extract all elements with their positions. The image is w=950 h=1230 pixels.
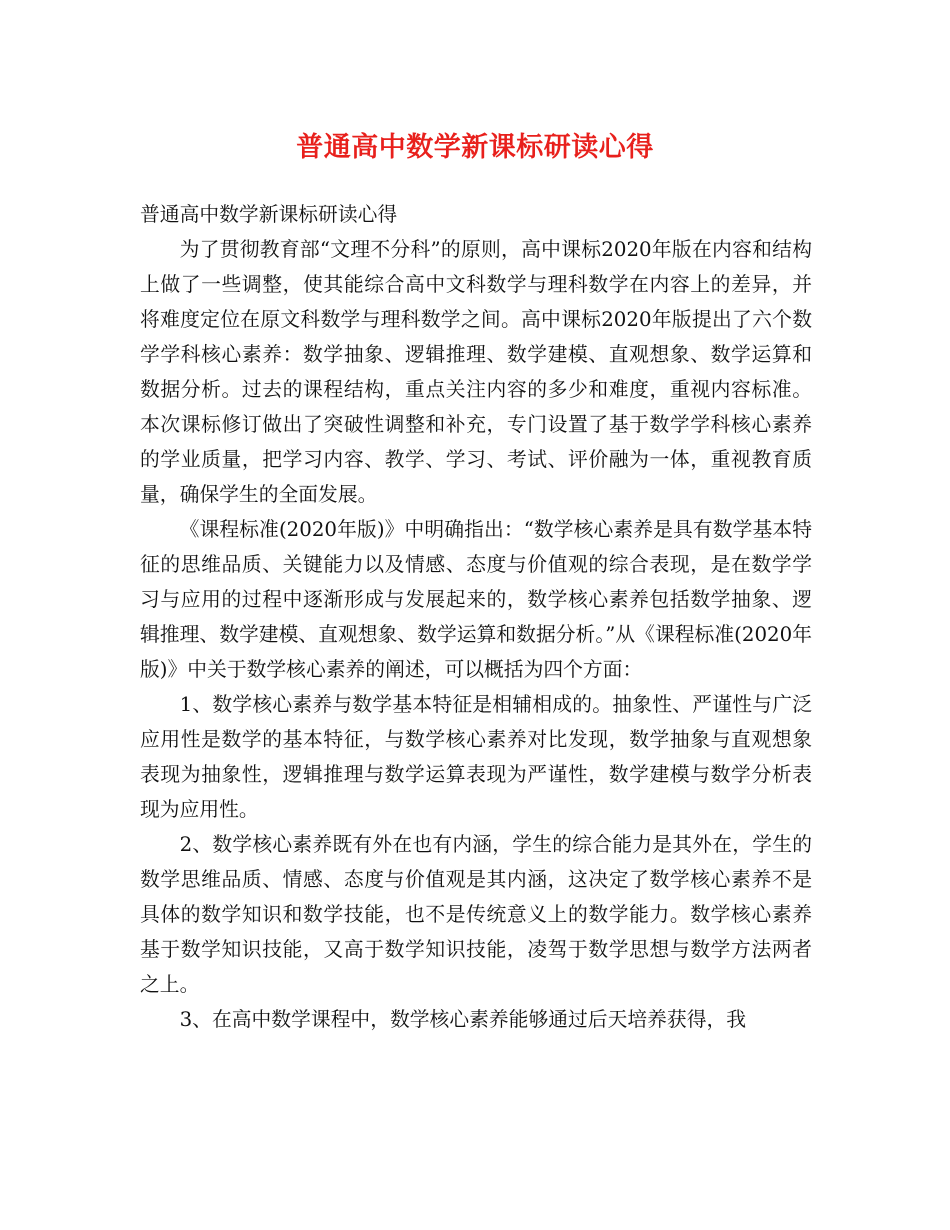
document-body (140, 197, 812, 1037)
paragraph-3: 1、数学核心素养与数学基本特征是相辅相成的。抽象性、严谨性与广泛应用性是数学的基本特征，与数学核心素养对比发现，数学抽象与直观想象表现为抽象性，逻辑推理与数学运算表现为严谨性，数学建模与数学分析表现为应用性。 (140, 693, 812, 821)
paragraph-5: 3、在高中数学课程中，数学核心素养能够通过后天培养获得，我 (179, 1008, 747, 1031)
document-title: 普通高中数学新课标研读心得 (296, 132, 654, 163)
paragraph-1: 为了贯彻教育部“文理不分科”的原则，高中课标2020年版在内容和结构上做了一些调整，使其能综合高中文科数学与理科数学在内容上的差异，并将难度定位在原文科数学与理科数学之间。高中课标2020年版提出了六个数学学科核心素养：数学抽象、逻辑推理、数学建模、直观想象、数学运算和数据分析。过去的课程结构，重点关注内容的多少和难度，重视内容标准。本次课标修订做出了突破性调整和补充，专门设置了基于数学学科核心素养的学业质量，把学习内容、教学、学习、考试、评价融为一体，重视教育质量，确保学生的全面发展。 (140, 238, 812, 506)
paragraph-2: 《课程标准(2020年版)》中明确指出：“数学核心素养是具有数学基本特征的思维品质、关键能力以及情感、态度与价值观的综合表现，是在数学学习与应用的过程中逐渐形成与发展起来的，数学核心素养包括数学抽象、逻辑推理、数学建模、直观想象、数学运算和数据分析。”从《课程标准(2020年版)》中关于数学核心素养的阐述，可以概括为四个方面： (140, 518, 812, 681)
document-subtitle: 普通高中数学新课标研读心得 (140, 203, 398, 226)
paragraph-4: 2、数学核心素养既有外在也有内涵，学生的综合能力是其外在，学生的数学思维品质、情感、态度与价值观是其内涵，这决定了数学核心素养不是具体的数学知识和数学技能，也不是传统意义上的数学能力。数学核心素养基于数学知识技能，又高于数学知识技能，凌驾于数学思想与数学方法两者之上。 (140, 833, 812, 996)
